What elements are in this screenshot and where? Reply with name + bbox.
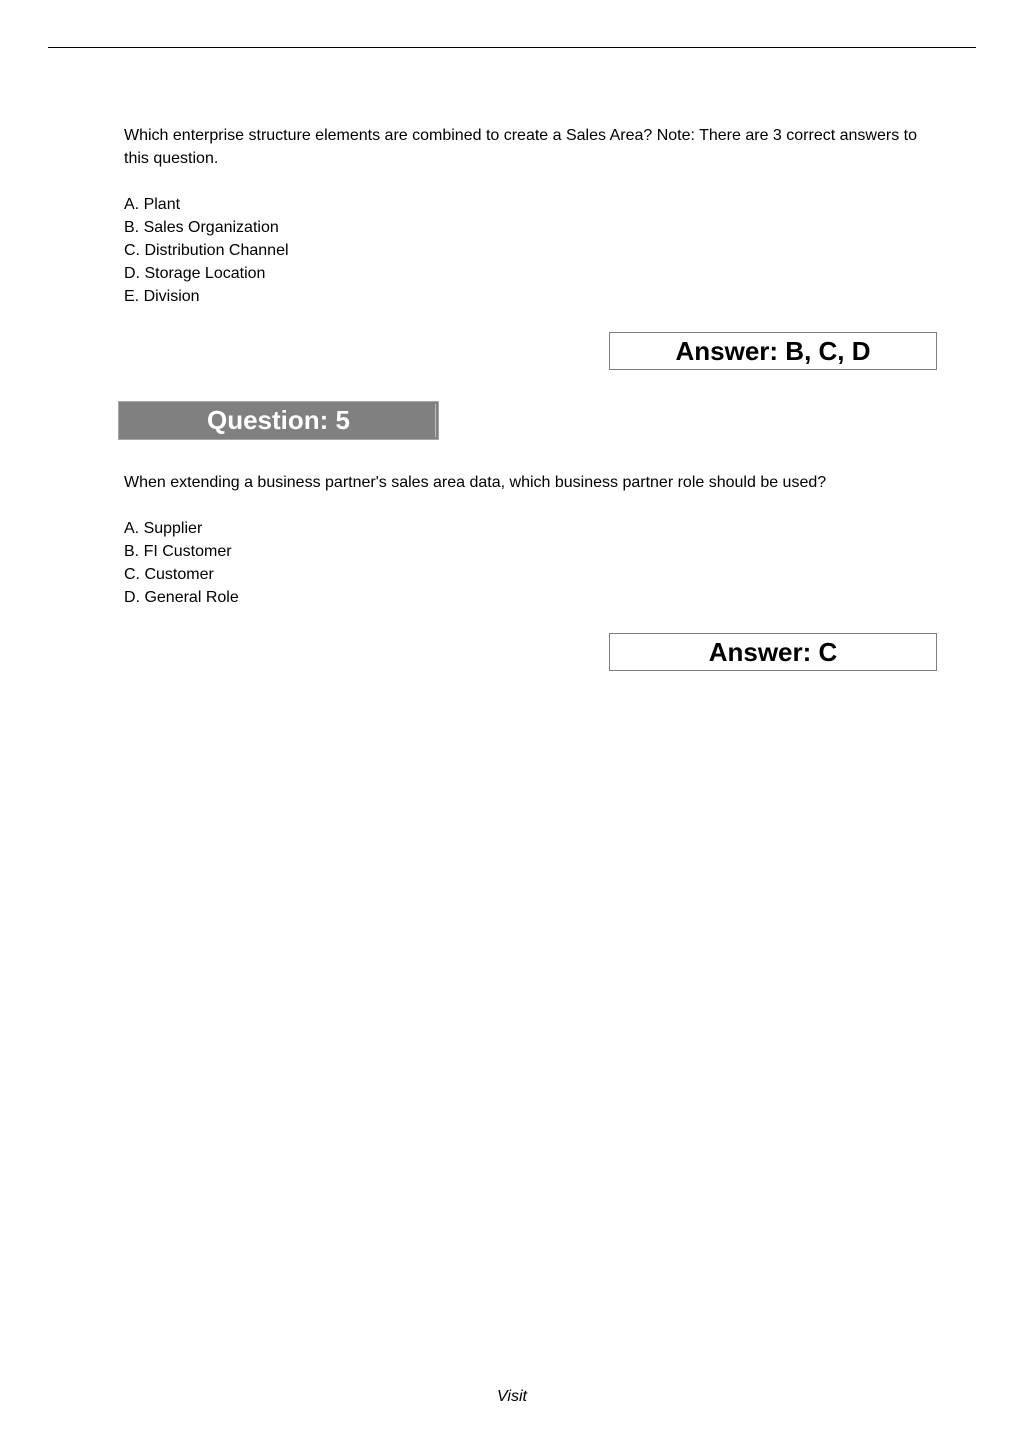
footer-visit-text: Visit bbox=[497, 1388, 527, 1405]
question-4-options bbox=[124, 193, 924, 308]
option-a: A. Supplier bbox=[124, 520, 203, 537]
question-5-header: Question: 5 bbox=[118, 401, 439, 440]
question-5-text: When extending a business partner's sales area data, which business partner role should be used? bbox=[124, 474, 827, 491]
option-d: D. General Role bbox=[124, 589, 239, 606]
option-c: C. Distribution Channel bbox=[124, 242, 289, 259]
option-c: C. Customer bbox=[124, 566, 214, 583]
question-4-text: Which enterprise structure elements are combined to create a Sales Area? Note: There are 3 correct answers to this question. bbox=[124, 127, 917, 167]
question-5-block bbox=[124, 471, 924, 609]
top-divider bbox=[48, 47, 976, 48]
option-a: A. Plant bbox=[124, 196, 181, 213]
question-4-block bbox=[124, 124, 924, 308]
question-4-answer: Answer: B, C, D bbox=[609, 332, 937, 370]
option-b: B. FI Customer bbox=[124, 543, 232, 560]
option-d: D. Storage Location bbox=[124, 265, 266, 282]
question-5-answer: Answer: C bbox=[609, 633, 937, 671]
option-e: E. Division bbox=[124, 288, 200, 305]
option-b: B. Sales Organization bbox=[124, 219, 279, 236]
question-5-options bbox=[124, 517, 924, 609]
